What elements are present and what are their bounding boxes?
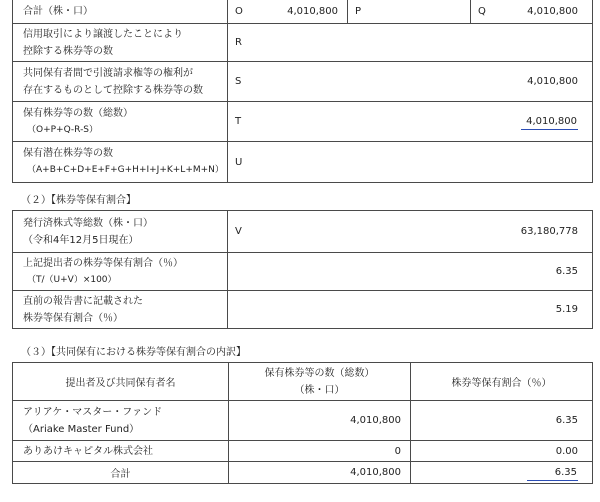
value-o: 4,010,800: [287, 6, 338, 17]
value-q: 4,010,800: [527, 6, 578, 17]
code-v: V: [235, 226, 242, 237]
joint-holdings-table: [12, 362, 593, 484]
issued-label-2: （令和4年12月5日現在）: [23, 234, 139, 246]
code-t: T: [235, 116, 242, 127]
holder-name-en: （Ariake Master Fund）: [23, 423, 140, 435]
potential-label-1: 保有潜在株券等の数: [23, 148, 113, 159]
total-holdings-label-cell: [13, 102, 228, 142]
header-holdings-2: （株・口）: [294, 384, 345, 396]
header-name: 提出者及び共同保有者名: [13, 363, 229, 401]
previous-ratio-label-1: 直前の報告書に記載された: [23, 295, 143, 307]
potential-row: [13, 142, 593, 183]
holder-holdings: 4,010,800: [229, 401, 411, 441]
deduct-joint-label-2: 存在するものとして控除する株券等の数: [23, 84, 203, 96]
holdings-count-table: [12, 0, 593, 183]
code-o: O: [235, 6, 243, 17]
total-row: [13, 0, 593, 24]
previous-ratio-label-2: 株券等保有割合（％）: [23, 312, 123, 324]
holder-name-cell: [13, 441, 229, 462]
ratio-section-title: （２）【株券等保有割合】: [21, 195, 136, 206]
issued-value-cell: [228, 211, 593, 253]
deduct-credit-label-1: 信用取引により譲渡したことにより: [23, 28, 183, 40]
joint-total-label: 合計: [13, 462, 229, 484]
previous-ratio-label-cell: [13, 291, 228, 329]
value-t: 4,010,800: [521, 116, 578, 130]
joint-total-row: [13, 462, 593, 484]
code-u: U: [235, 156, 243, 168]
q-cell: [471, 0, 593, 24]
total-label-cell: [13, 0, 228, 24]
value-s: 4,010,800: [527, 76, 578, 87]
deduct-credit-label-2: 控除する株券等の数: [23, 45, 113, 57]
deduct-credit-label-cell: [13, 24, 228, 62]
holder-name: アリアケ・マスター・ファンド: [23, 406, 163, 418]
joint-total-holdings: 4,010,800: [229, 462, 411, 484]
holder-ratio: 0.00: [411, 441, 593, 462]
issued-label-1: 発行済株式等総数（株・口）: [23, 217, 153, 229]
holding-ratio-value: 6.35: [228, 253, 593, 291]
code-p: P: [355, 6, 362, 17]
header-ratio: 株券等保有割合（％）: [411, 363, 593, 401]
joint-header-row: [13, 363, 593, 401]
code-q: Q: [478, 6, 486, 17]
holder-holdings: 0: [229, 441, 411, 462]
deduct-joint-label-1: 共同保有者間で引渡請求権等の権利が: [23, 67, 193, 79]
p-cell: [348, 0, 471, 24]
joint-total-ratio-cell: [411, 462, 593, 484]
joint-total-ratio: 6.35: [527, 467, 578, 481]
ratio-table: [12, 210, 593, 329]
issued-shares-row: [13, 211, 593, 253]
total-holdings-label-1: 保有株券等の数（総数）: [23, 107, 133, 119]
holder-name: ありあけキャピタル株式会社: [23, 445, 153, 457]
code-s: S: [235, 76, 242, 87]
potential-value-cell: [228, 142, 593, 183]
joint-section-title: （３）【共同保有における株券等保有割合の内訳】: [21, 347, 246, 358]
holding-ratio-row: [13, 253, 593, 291]
header-holdings-1: 保有株券等の数（総数）: [264, 367, 375, 379]
previous-ratio-value: 5.19: [228, 291, 593, 329]
deduct-joint-row: [13, 62, 593, 102]
previous-ratio-row: [13, 291, 593, 329]
potential-formula: （A+B+C+D+E+F+G+H+I+J+K+L+M+N）: [27, 165, 224, 175]
table-row: [13, 441, 593, 462]
issued-value: 63,180,778: [520, 226, 578, 237]
total-holdings-formula: （O+P+Q-R-S）: [27, 124, 99, 135]
holding-ratio-label-1: 上記提出者の株券等保有割合（％）: [23, 257, 183, 269]
holder-name-cell: [13, 401, 229, 441]
deduct-joint-value-cell: [228, 62, 593, 102]
holder-ratio: 6.35: [411, 401, 593, 441]
table-row: [13, 401, 593, 441]
total-label: 合計（株・口）: [23, 6, 93, 17]
header-holdings-cell: [229, 363, 411, 401]
total-holdings-value-cell: [228, 102, 593, 142]
deduct-joint-label-cell: [13, 62, 228, 102]
holding-ratio-label-cell: [13, 253, 228, 291]
potential-label-cell: [13, 142, 228, 183]
total-holdings-row: [13, 102, 593, 142]
code-r: R: [235, 37, 242, 48]
issued-label-cell: [13, 211, 228, 253]
holding-ratio-formula: （T/（U+V）×100）: [27, 274, 117, 285]
deduct-credit-row: [13, 24, 593, 62]
o-cell: [228, 0, 348, 24]
deduct-credit-value-cell: [228, 24, 593, 62]
